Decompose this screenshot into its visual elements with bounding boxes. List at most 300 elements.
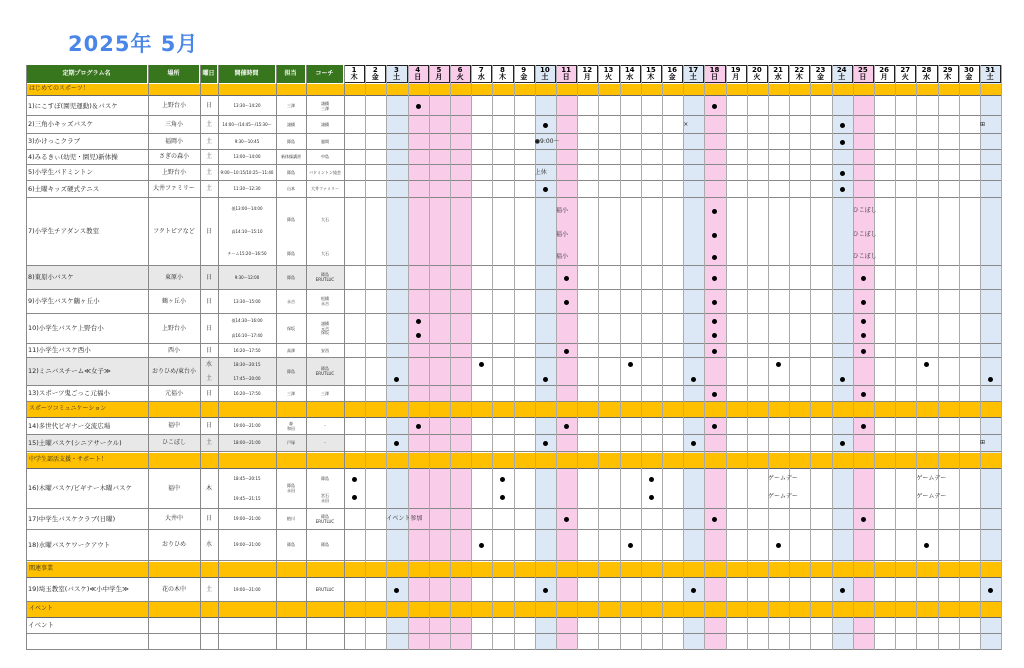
day-line xyxy=(683,65,684,650)
program-name: 7)小学生チアダンス教室 xyxy=(28,227,100,236)
schedule-dot xyxy=(704,318,725,326)
program-time: 11:30～12:30 xyxy=(233,186,261,192)
schedule-note: ゲームデー xyxy=(916,493,947,501)
dot-mark xyxy=(564,424,569,429)
day-weekday: 金 xyxy=(371,73,379,81)
day-weekday: 火 xyxy=(753,73,761,81)
program-place: 大井ファミリー xyxy=(153,185,195,193)
day-number: 23 xyxy=(815,65,826,74)
day-weekday: 金 xyxy=(520,73,528,81)
program-name: 14)多世代ピギナー交流広場 xyxy=(28,421,111,430)
dot-mark xyxy=(543,187,548,192)
day-line xyxy=(577,65,578,650)
schedule-note: ⊞ xyxy=(980,439,986,447)
schedule-dot xyxy=(832,138,853,146)
program-time: 13:00～14:00 xyxy=(233,154,261,160)
dot-mark xyxy=(628,543,633,548)
day-header xyxy=(916,65,937,83)
dot-mark xyxy=(840,377,845,382)
schedule-dot xyxy=(853,274,874,282)
dot-mark xyxy=(840,588,845,593)
program-weekday: 水 xyxy=(205,541,212,549)
day-weekday: 木 xyxy=(795,73,803,81)
program-time: 19:45～21:15 xyxy=(233,495,261,501)
program-weekday: 土 xyxy=(205,439,212,447)
dot-mark xyxy=(564,276,569,281)
day-number: 25 xyxy=(858,65,868,74)
dot-mark xyxy=(776,543,781,548)
day-weekday: 土 xyxy=(541,73,549,81)
day-number: 2 xyxy=(372,65,378,74)
day-number: 14 xyxy=(624,65,635,74)
program-name: 5)小学生バドミントン xyxy=(28,168,94,177)
program-place: さぎの森小 xyxy=(158,153,189,161)
day-line xyxy=(938,65,939,650)
schedule-dot xyxy=(832,376,853,384)
schedule-note: ひこぼし xyxy=(852,230,877,238)
program-place: 東原小 xyxy=(164,273,183,281)
program-coach: 諸橋 元吉 保坂 xyxy=(321,321,329,336)
day-line xyxy=(704,65,705,650)
day-line xyxy=(492,65,493,650)
program-coach: 宮石 永田 xyxy=(321,493,329,503)
dot-mark xyxy=(500,477,505,482)
day-header xyxy=(535,65,556,83)
program-name: 2)三角小キッズバスケ xyxy=(28,120,94,129)
program-coach: - xyxy=(324,440,326,446)
program-weekday: 土 xyxy=(205,374,212,382)
day-header xyxy=(620,65,641,83)
schedule-dot xyxy=(620,542,641,550)
day-header xyxy=(726,65,747,83)
dot-mark xyxy=(543,123,548,128)
day-line xyxy=(386,65,387,650)
schedule-note: ゲームデー xyxy=(768,474,798,482)
program-staff: 高澤 xyxy=(287,347,295,353)
day-number: 9 xyxy=(521,65,527,74)
schedule-dot xyxy=(704,274,725,282)
schedule-dot xyxy=(492,494,513,502)
day-number: 12 xyxy=(582,65,593,74)
day-weekday: 水 xyxy=(774,73,782,81)
program-name: 6)土曜キッズ硬式テニス xyxy=(28,184,100,193)
day-number: 27 xyxy=(900,65,911,74)
schedule-dot xyxy=(704,390,725,398)
day-number: 13 xyxy=(603,65,614,74)
day-number: 8 xyxy=(500,65,505,74)
schedule-dot xyxy=(535,376,556,384)
program-staff: 永吉 xyxy=(287,298,295,304)
schedule-dot xyxy=(556,274,577,282)
schedule-dot xyxy=(704,298,725,306)
schedule-dot xyxy=(535,121,556,129)
program-place: 福岡小 xyxy=(164,137,183,145)
program-staff: 篠島 xyxy=(287,251,295,257)
program-weekday: 日 xyxy=(205,515,212,523)
day-line xyxy=(895,65,896,650)
program-time: 高14:10～15:10 xyxy=(231,228,263,234)
program-staff: 諸橋 xyxy=(287,121,295,127)
schedule-dot xyxy=(832,440,853,448)
day-header xyxy=(641,65,662,83)
schedule-dot xyxy=(704,516,725,524)
header-time: 開催時間 xyxy=(218,65,276,83)
program-weekday: 土 xyxy=(205,185,212,193)
day-line xyxy=(556,65,557,650)
day-weekday: 木 xyxy=(498,73,506,81)
schedule-dot xyxy=(704,347,725,355)
day-number: 1 xyxy=(351,65,357,74)
program-coach: バドミントン協会 xyxy=(309,169,341,175)
day-number: 5 xyxy=(436,65,442,74)
day-weekday: 日 xyxy=(710,73,718,81)
day-line xyxy=(874,65,875,650)
program-place: 元福小 xyxy=(164,389,183,397)
dot-mark xyxy=(988,377,993,382)
dot-mark xyxy=(416,104,421,109)
schedule-note: ●9:00～ xyxy=(534,137,560,145)
day-weekday: 水 xyxy=(626,73,634,81)
schedule-dot xyxy=(408,423,429,431)
dot-mark xyxy=(712,255,717,260)
schedule-dot xyxy=(471,360,492,368)
day-number: 22 xyxy=(794,65,805,74)
dot-mark xyxy=(988,588,993,593)
program-staff: 山本 xyxy=(287,186,295,192)
day-number: 20 xyxy=(752,65,762,74)
program-place: 福中 xyxy=(167,484,180,492)
dot-mark xyxy=(416,319,421,324)
schedule-dot xyxy=(768,542,789,550)
program-staff: 篠島 xyxy=(287,542,295,548)
program-place: 大井中 xyxy=(164,515,183,523)
day-weekday: 月 xyxy=(880,73,888,81)
program-time: 19:00～21:00 xyxy=(233,542,261,548)
day-number: 7 xyxy=(478,65,484,74)
schedule-dot xyxy=(853,298,874,306)
program-place: 上野台小 xyxy=(161,102,186,110)
program-weekday: 土 xyxy=(205,168,212,176)
day-number: 26 xyxy=(879,65,889,74)
day-line xyxy=(408,65,409,650)
col-line xyxy=(26,65,27,650)
program-name: 19)埼玉教室(バスケ)≪小中学生≫ xyxy=(28,585,129,594)
dot-mark xyxy=(649,495,654,500)
dot-mark xyxy=(861,333,866,338)
program-staff: 保坂 xyxy=(287,325,295,331)
schedule-note: ゲームデー xyxy=(768,493,798,501)
schedule-note: ⊞ xyxy=(980,120,986,128)
schedule-dot xyxy=(408,318,429,326)
schedule-dot xyxy=(556,298,577,306)
program-time: 19:00～21:00 xyxy=(233,586,261,592)
day-weekday: 土 xyxy=(689,73,697,81)
program-staff: 篠島 xyxy=(287,368,295,374)
schedule-dot xyxy=(683,440,704,448)
dot-mark xyxy=(564,300,569,305)
day-header xyxy=(514,65,535,83)
day-number: 18 xyxy=(709,65,720,74)
program-time: 16:20～17:50 xyxy=(233,390,261,396)
day-header xyxy=(577,65,598,83)
header-program: 定期プログラム名 xyxy=(26,65,148,83)
dot-mark xyxy=(416,333,421,338)
dot-mark xyxy=(861,319,866,324)
section-header: 中学生部活支援・サポート！ xyxy=(26,453,1001,469)
program-coach: 篠島 xyxy=(321,542,329,548)
day-header xyxy=(853,65,874,83)
schedule-dot xyxy=(641,494,662,502)
dot-mark xyxy=(691,588,696,593)
dot-mark xyxy=(394,588,399,593)
day-number: 21 xyxy=(773,65,783,74)
header-place: 場所 xyxy=(148,65,200,83)
schedule-dot xyxy=(386,376,407,384)
program-place: ひこぼし xyxy=(161,439,186,447)
col-line xyxy=(218,65,219,650)
day-header xyxy=(683,65,704,83)
program-staff: 三澤 xyxy=(287,103,295,109)
day-line xyxy=(789,65,790,650)
program-time: 19:00～21:00 xyxy=(233,423,261,429)
schedule-dot xyxy=(853,390,874,398)
day-header xyxy=(895,65,916,83)
dot-mark xyxy=(712,300,717,305)
program-name: 15)土曜バスケ(シニアサークル) xyxy=(28,438,122,447)
dot-mark xyxy=(712,319,717,324)
day-header xyxy=(959,65,980,83)
program-name: 11)小学生バスケ西小 xyxy=(28,346,91,355)
program-coach: 諸橋 三澤 xyxy=(321,100,329,111)
col-line xyxy=(276,65,277,650)
program-staff: 森 和田 xyxy=(287,420,295,431)
header-weekday: 曜日 xyxy=(200,65,218,83)
day-line xyxy=(768,65,769,650)
day-number: 11 xyxy=(561,65,571,74)
day-line xyxy=(662,65,663,650)
day-weekday: 日 xyxy=(414,73,422,81)
page-title: 2025年 5月 xyxy=(68,32,199,56)
day-header xyxy=(365,65,386,83)
day-header xyxy=(874,65,895,83)
program-time: 9:30～10:45 xyxy=(234,138,260,144)
dot-mark xyxy=(691,377,696,382)
schedule-note: 上休 xyxy=(534,168,547,176)
program-time: 9:00～10:15/10:25～11:40 xyxy=(220,169,274,175)
day-number: 31 xyxy=(985,65,995,74)
program-name: 16)木曜バスケ/ビギナー木曜バスケ xyxy=(28,484,132,493)
program-staff: 篠島 xyxy=(287,169,295,175)
day-header xyxy=(598,65,619,83)
day-number: 4 xyxy=(415,65,421,74)
program-coach: 篠島 ERUTLUC xyxy=(315,513,335,524)
day-header xyxy=(832,65,853,83)
day-weekday: 土 xyxy=(986,73,994,81)
section-header: イベント xyxy=(26,602,1001,618)
day-weekday: 月 xyxy=(435,73,443,81)
day-header xyxy=(386,65,407,83)
day-line xyxy=(365,65,366,650)
schedule-dot xyxy=(980,376,1001,384)
schedule-dot xyxy=(471,542,492,550)
program-weekday: 日 xyxy=(205,227,212,235)
program-weekday: 日 xyxy=(205,273,212,281)
program-time: 19:00～21:00 xyxy=(233,516,261,522)
schedule-dot xyxy=(683,376,704,384)
dot-mark xyxy=(861,349,866,354)
program-place: おりひめ xyxy=(161,541,186,549)
day-number: 29 xyxy=(942,65,953,74)
day-number: 10 xyxy=(540,65,550,74)
section-header: はじめてのスポーツ！ xyxy=(26,84,1001,96)
program-weekday: 土 xyxy=(205,585,212,593)
program-name: 13)スポーツ鬼ごっこ元福小 xyxy=(28,389,110,398)
day-weekday: 月 xyxy=(732,73,740,81)
program-coach: 大石 xyxy=(321,251,329,257)
program-coach: ERUTLUC xyxy=(315,586,335,592)
program-coach: 大井ファミリー xyxy=(311,186,339,192)
day-line xyxy=(959,65,960,650)
day-line xyxy=(916,65,917,650)
program-place: 花の木中 xyxy=(161,585,186,593)
program-place: 上野台小 xyxy=(161,168,186,176)
schedule-note: 福小 xyxy=(556,253,569,261)
day-line xyxy=(471,65,472,650)
program-name: イベント xyxy=(28,621,54,630)
dot-mark xyxy=(691,441,696,446)
program-time: チーム15:20～16:50 xyxy=(227,251,267,257)
day-line xyxy=(853,65,854,650)
schedule-dot xyxy=(535,186,556,194)
dot-mark xyxy=(840,171,845,176)
program-time: 13:30～14:20 xyxy=(233,103,261,109)
day-number: 16 xyxy=(667,65,677,74)
day-number: 28 xyxy=(921,65,932,74)
dot-mark xyxy=(543,588,548,593)
day-header xyxy=(704,65,725,83)
day-header xyxy=(810,65,831,83)
dot-mark xyxy=(776,362,781,367)
schedule-dot xyxy=(704,103,725,111)
program-place: 西小 xyxy=(167,346,180,354)
program-coach: 中島 xyxy=(321,154,329,160)
program-weekday: 日 xyxy=(205,422,212,430)
schedule-dot xyxy=(408,332,429,340)
program-staff: 新体操講習 xyxy=(281,154,301,160)
program-weekday: 日 xyxy=(205,297,212,305)
schedule-dot xyxy=(492,475,513,483)
dot-mark xyxy=(416,424,421,429)
program-weekday: 木 xyxy=(205,484,212,492)
day-weekday: 水 xyxy=(477,73,485,81)
dot-mark xyxy=(712,104,717,109)
program-time: 低13:00～14:00 xyxy=(231,206,263,212)
dot-mark xyxy=(861,300,866,305)
col-line xyxy=(200,65,201,650)
program-staff: 篠島 xyxy=(287,138,295,144)
schedule-dot xyxy=(704,332,725,340)
schedule-dot xyxy=(853,347,874,355)
program-coach: 三澤 xyxy=(321,390,329,396)
schedule-dot xyxy=(853,318,874,326)
program-time: 16:20～17:50 xyxy=(233,347,261,353)
program-place: 上野台小 xyxy=(161,324,186,332)
dot-mark xyxy=(712,276,717,281)
dot-mark xyxy=(394,377,399,382)
day-weekday: 金 xyxy=(816,73,824,81)
dot-mark xyxy=(352,495,357,500)
col-line xyxy=(306,65,307,650)
day-number: 19 xyxy=(730,65,741,74)
dot-mark xyxy=(628,362,633,367)
schedule-note: ひこぼし xyxy=(852,253,877,261)
program-staff: 篠島 xyxy=(287,274,295,280)
day-line xyxy=(450,65,451,650)
program-weekday: 日 xyxy=(205,389,212,397)
day-weekday: 土 xyxy=(392,73,400,81)
day-weekday: 月 xyxy=(583,73,591,81)
program-weekday: 日 xyxy=(205,102,212,110)
day-line xyxy=(598,65,599,650)
program-coach: 松橋 永吉 xyxy=(321,296,329,306)
program-name: 17)中学生バスケクラブ(日曜) xyxy=(28,514,116,523)
day-header xyxy=(492,65,513,83)
day-number: 3 xyxy=(394,65,399,74)
day-header xyxy=(471,65,492,83)
program-place: フクトピアなど xyxy=(153,227,195,235)
day-header xyxy=(768,65,789,83)
day-weekday: 火 xyxy=(604,73,612,81)
day-weekday: 金 xyxy=(668,73,676,81)
dot-mark xyxy=(564,349,569,354)
dot-mark xyxy=(479,543,484,548)
day-line xyxy=(747,65,748,650)
dot-mark xyxy=(543,377,548,382)
day-line xyxy=(810,65,811,650)
day-header xyxy=(938,65,959,83)
program-name: 1)にこすぽ(園児運動)＆バスケ xyxy=(28,101,118,110)
program-place: おりひめ/東台小 xyxy=(151,367,197,375)
dot-mark xyxy=(840,140,845,145)
dot-mark xyxy=(712,333,717,338)
schedule-dot xyxy=(408,103,429,111)
schedule-dot xyxy=(556,516,577,524)
dot-mark xyxy=(924,362,929,367)
day-line xyxy=(535,65,536,650)
program-coach: 諸橋 xyxy=(321,121,329,127)
program-name: 10)小学生バスケ上野台小 xyxy=(28,324,104,333)
program-name: 8)東原小バスケ xyxy=(28,273,74,282)
day-weekday: 水 xyxy=(922,73,930,81)
program-name: 9)小学生バスケ鶴ヶ丘小 xyxy=(28,297,100,306)
program-time: 17:45～20:00 xyxy=(233,375,261,381)
dot-mark xyxy=(352,477,357,482)
program-weekday: 日 xyxy=(205,324,212,332)
dot-mark xyxy=(712,349,717,354)
program-name: 4)みるきぃ(幼児・園児)新体操 xyxy=(28,152,118,161)
schedule-dot xyxy=(980,586,1001,594)
dot-mark xyxy=(861,392,866,397)
day-line xyxy=(641,65,642,650)
program-weekday: 土 xyxy=(205,137,212,145)
day-line xyxy=(1001,65,1002,650)
schedule-dot xyxy=(683,586,704,594)
dot-mark xyxy=(712,209,717,214)
day-header xyxy=(450,65,471,83)
header-coach: コーチ xyxy=(306,65,344,83)
day-header xyxy=(429,65,450,83)
program-coach: - xyxy=(324,423,326,429)
